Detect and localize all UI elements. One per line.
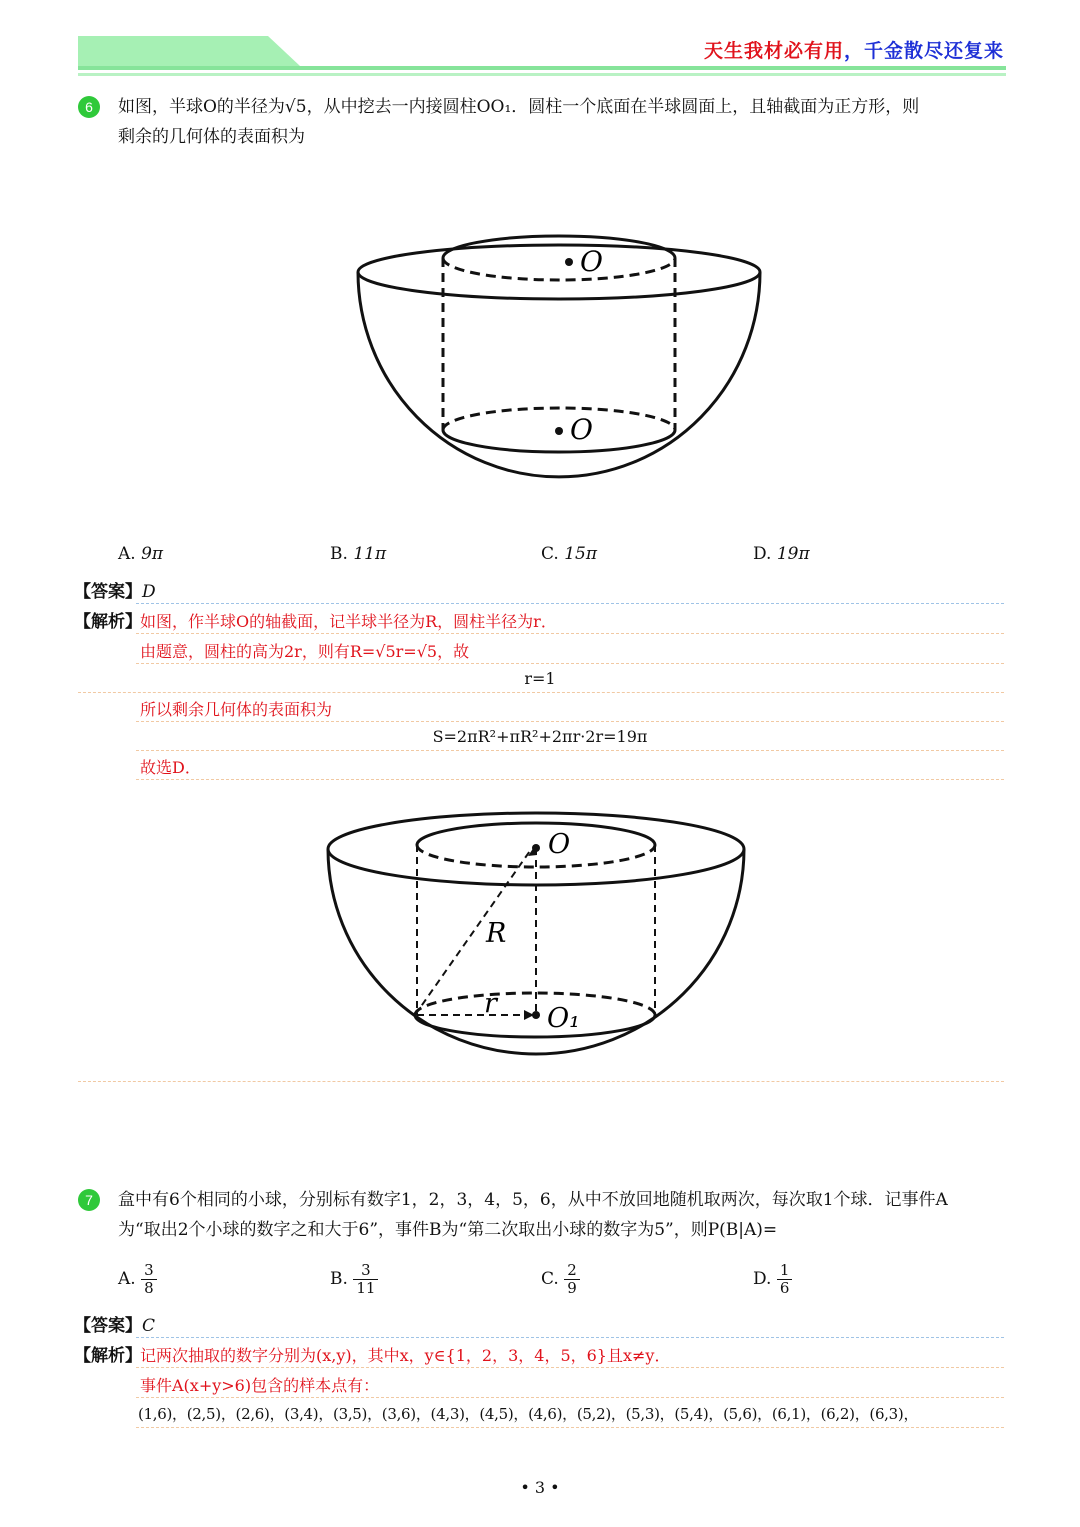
- label-small-r: r: [484, 988, 497, 1019]
- question-6-number: 6: [78, 96, 100, 118]
- q7-analysis-line2: 事件A(x+y>6)包含的样本点有：: [140, 1376, 380, 1395]
- q6-option-b: B. 11π: [330, 544, 387, 564]
- hemisphere-figure-2: [320, 805, 760, 1060]
- center-o-point: [565, 258, 573, 266]
- question-6-line1: 如图，半球O的半径为√5，从中挖去一内接圆柱OO₁．圆柱一个底面在半球圆面上，且轴截面为正方形，则: [118, 97, 920, 117]
- label-big-r: R: [486, 918, 507, 949]
- motto-left: 天生我材必有用: [703, 40, 844, 62]
- center-o1-point: [532, 1011, 540, 1019]
- q7-analysis-sample-points: (1,6)，(2,5)，(2,6)，(3,4)，(3,5)，(3,6)，(4,3)，(4,5)，(4,6)，(5,2)，(5,3)，(5,4)，(5,6)，(6,1)，(6,2)，(6,3)，: [138, 1405, 919, 1423]
- question-7-line1: 盒中有6个相同的小球，分别标有数字1，2，3，4，5，6，从中不放回地随机取两次，每次取1个球．记事件A: [118, 1190, 948, 1210]
- motto-right: 千金散尽还复来: [863, 40, 1004, 62]
- q6-option-c: C. 15π: [541, 544, 598, 564]
- label-o: O: [548, 829, 571, 860]
- hemisphere-figure-1: [350, 225, 770, 480]
- label-o-top: O: [580, 245, 603, 278]
- label-o-bottom: O: [570, 413, 593, 446]
- divider: [136, 1337, 1004, 1338]
- q6-analysis-formula1: r=1: [524, 669, 556, 688]
- question-6-line2: 剩余的几何体的表面积为: [118, 127, 305, 147]
- q6-option-d: D. 19π: [753, 544, 810, 564]
- q7-answer-label: 【答案】C: [74, 1316, 156, 1336]
- center-o-point: [532, 844, 540, 852]
- page-number: • 3 •: [520, 1478, 560, 1497]
- center-o1-point: [555, 427, 563, 435]
- q6-option-a: A. 9π: [118, 544, 164, 564]
- q7-option-b: B. $\frac{3}{11}$: [330, 1262, 378, 1297]
- question-7-line2: 为“取出2个小球的数字之和大于6”，事件B为“第二次取出小球的数字为5”，则P(B|A)=: [118, 1220, 778, 1240]
- header-motto: 天生我材必有用，千金散尽还复来: [703, 40, 1004, 62]
- divider: [136, 663, 1004, 664]
- q6-analysis-line2: 由题意，圆柱的高为2r，则有R=√5r=√5，故: [140, 642, 470, 661]
- divider: [136, 603, 1004, 604]
- divider: [136, 633, 1004, 634]
- divider: [78, 1081, 1004, 1082]
- divider: [78, 692, 1004, 693]
- q7-analysis-line1: 记两次抽取的数字分别为(x,y)，其中x，y∈{1，2，3，4，5，6}且x≠y．: [140, 1346, 671, 1365]
- q7-option-d: D. $\frac{1}{6}$: [753, 1262, 792, 1297]
- divider: [136, 750, 1004, 751]
- q6-answer-value: D: [142, 582, 156, 602]
- q6-analysis-line1: 如图，作半球O的轴截面，记半球半径为R，圆柱半径为r．: [140, 612, 557, 631]
- divider: [136, 1427, 1004, 1428]
- question-7-number: 7: [78, 1189, 100, 1211]
- divider: [136, 721, 1004, 722]
- divider: [136, 1397, 1004, 1398]
- q7-answer-value: C: [142, 1316, 156, 1336]
- q6-analysis-formula2: S=2πR²+πR²+2πr·2r=19π: [432, 727, 648, 746]
- q6-analysis-label: 【解析】: [74, 612, 142, 632]
- divider: [136, 779, 1004, 780]
- q6-analysis-line3: 所以剩余几何体的表面积为: [140, 700, 333, 719]
- q7-option-a: A. $\frac{3}{8}$: [118, 1262, 157, 1297]
- q7-option-c: C. $\frac{2}{9}$: [541, 1262, 580, 1297]
- divider: [136, 1367, 1004, 1368]
- q6-answer-label: 【答案】D: [74, 582, 156, 602]
- label-o1: O₁: [547, 1003, 580, 1034]
- q7-analysis-label: 【解析】: [74, 1346, 142, 1366]
- q6-analysis-line4: 故选D．: [140, 758, 201, 777]
